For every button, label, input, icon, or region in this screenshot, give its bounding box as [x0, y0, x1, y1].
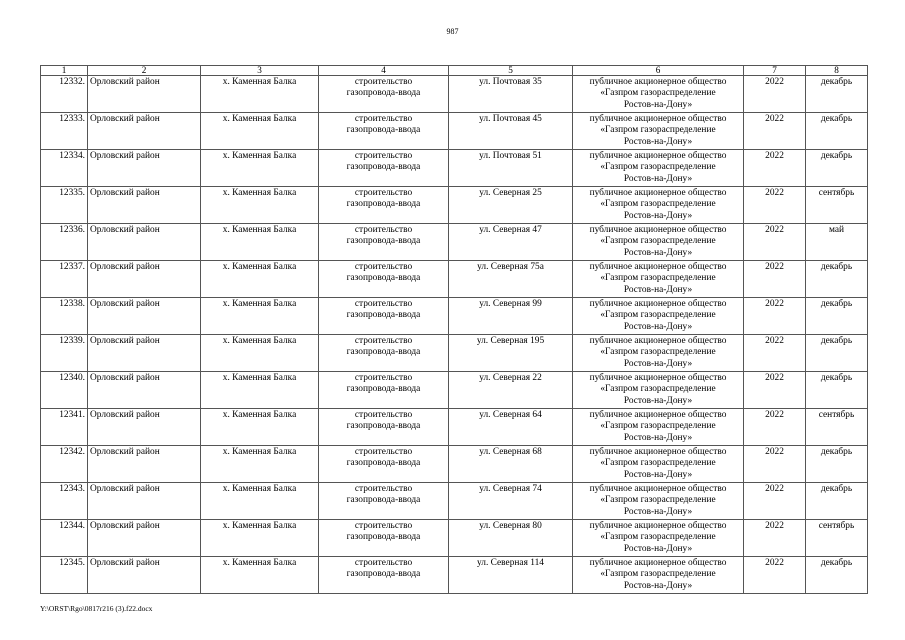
year-cell: 2022: [744, 335, 806, 372]
register-table: [40, 65, 868, 594]
address-cell: ул. Северная 99: [449, 298, 573, 335]
work-line: газопровода-ввода: [346, 162, 421, 173]
org-line: Ростов-на-Дону»: [623, 543, 693, 554]
work-line: газопровода-ввода: [346, 421, 421, 432]
table-row: [41, 224, 868, 261]
organization-cell: [573, 187, 744, 224]
year-cell: 2022: [744, 261, 806, 298]
org-line: публичное акционерное общество: [589, 188, 727, 198]
org-line: «Газпром газораспределение: [600, 162, 716, 173]
row-number-cell: 12334.: [41, 150, 88, 187]
org-line: Ростов-на-Дону»: [623, 284, 693, 295]
address-cell: ул. Северная 25: [449, 187, 573, 224]
district-cell: Орловский район: [88, 261, 201, 298]
organization-cell: [573, 520, 744, 557]
table-row: [41, 76, 868, 113]
org-line: «Газпром газораспределение: [600, 421, 716, 432]
settlement-cell: х. Каменная Балка: [201, 298, 319, 335]
table-row: [41, 261, 868, 298]
address-cell: ул. Северная 80: [449, 520, 573, 557]
row-number-cell: 12343.: [41, 483, 88, 520]
settlement-cell: х. Каменная Балка: [201, 76, 319, 113]
work-line: строительство: [354, 225, 413, 235]
year-cell: 2022: [744, 372, 806, 409]
work-type-cell: [319, 446, 449, 483]
district-cell: Орловский район: [88, 372, 201, 409]
row-number-cell: 12338.: [41, 298, 88, 335]
month-cell: сентябрь: [806, 520, 868, 557]
organization-cell: [573, 409, 744, 446]
work-type-cell: [319, 261, 449, 298]
settlement-cell: х. Каменная Балка: [201, 261, 319, 298]
org-line: «Газпром газораспределение: [600, 532, 716, 543]
address-cell: ул. Северная 22: [449, 372, 573, 409]
month-cell: декабрь: [806, 150, 868, 187]
work-line: строительство: [354, 77, 413, 87]
year-cell: 2022: [744, 187, 806, 224]
organization-cell: [573, 446, 744, 483]
year-cell: 2022: [744, 298, 806, 335]
work-line: строительство: [354, 299, 413, 309]
address-cell: ул. Северная 47: [449, 224, 573, 261]
table-row: [41, 483, 868, 520]
address-cell: ул. Почтовая 51: [449, 150, 573, 187]
org-line: «Газпром газораспределение: [600, 236, 716, 247]
table-row: [41, 520, 868, 557]
work-line: строительство: [354, 410, 413, 420]
settlement-cell: х. Каменная Балка: [201, 224, 319, 261]
row-number-cell: 12332.: [41, 76, 88, 113]
work-type-cell: [319, 335, 449, 372]
work-type-cell: [319, 224, 449, 261]
settlement-cell: х. Каменная Балка: [201, 520, 319, 557]
month-cell: декабрь: [806, 113, 868, 150]
table-row: [41, 557, 868, 594]
address-cell: ул. Северная 75а: [449, 261, 573, 298]
settlement-cell: х. Каменная Балка: [201, 335, 319, 372]
table-row: [41, 187, 868, 224]
settlement-cell: х. Каменная Балка: [201, 372, 319, 409]
org-line: Ростов-на-Дону»: [623, 358, 693, 369]
org-line: Ростов-на-Дону»: [623, 469, 693, 480]
row-number-cell: 12344.: [41, 520, 88, 557]
organization-cell: [573, 372, 744, 409]
work-line: газопровода-ввода: [346, 236, 421, 247]
work-type-cell: [319, 113, 449, 150]
month-cell: декабрь: [806, 372, 868, 409]
district-cell: Орловский район: [88, 520, 201, 557]
org-line: Ростов-на-Дону»: [623, 247, 693, 258]
work-line: строительство: [354, 114, 413, 124]
work-type-cell: [319, 483, 449, 520]
org-line: Ростов-на-Дону»: [623, 99, 693, 110]
year-cell: 2022: [744, 113, 806, 150]
org-line: «Газпром газораспределение: [600, 199, 716, 210]
row-number-cell: 12335.: [41, 187, 88, 224]
work-line: строительство: [354, 484, 413, 494]
work-type-cell: [319, 76, 449, 113]
column-number: 4: [319, 66, 449, 76]
work-type-cell: [319, 557, 449, 594]
organization-cell: [573, 224, 744, 261]
month-cell: сентябрь: [806, 409, 868, 446]
work-type-cell: [319, 187, 449, 224]
table-row: [41, 335, 868, 372]
year-cell: 2022: [744, 557, 806, 594]
row-number-cell: 12339.: [41, 335, 88, 372]
org-line: Ростов-на-Дону»: [623, 395, 693, 406]
work-type-cell: [319, 150, 449, 187]
address-cell: ул. Северная 74: [449, 483, 573, 520]
column-number: 7: [744, 66, 806, 76]
year-cell: 2022: [744, 483, 806, 520]
work-line: газопровода-ввода: [346, 495, 421, 506]
work-line: строительство: [354, 262, 413, 272]
work-line: газопровода-ввода: [346, 273, 421, 284]
district-cell: Орловский район: [88, 113, 201, 150]
district-cell: Орловский район: [88, 557, 201, 594]
settlement-cell: х. Каменная Балка: [201, 557, 319, 594]
column-number: 1: [41, 66, 88, 76]
month-cell: декабрь: [806, 446, 868, 483]
district-cell: Орловский район: [88, 446, 201, 483]
org-line: «Газпром газораспределение: [600, 384, 716, 395]
address-cell: ул. Северная 195: [449, 335, 573, 372]
settlement-cell: х. Каменная Балка: [201, 483, 319, 520]
column-number-row: [41, 66, 868, 76]
settlement-cell: х. Каменная Балка: [201, 446, 319, 483]
organization-cell: [573, 335, 744, 372]
org-line: «Газпром газораспределение: [600, 347, 716, 358]
organization-cell: [573, 261, 744, 298]
work-line: газопровода-ввода: [346, 458, 421, 469]
work-line: газопровода-ввода: [346, 347, 421, 358]
district-cell: Орловский район: [88, 409, 201, 446]
work-line: газопровода-ввода: [346, 88, 421, 99]
district-cell: Орловский район: [88, 150, 201, 187]
work-type-cell: [319, 372, 449, 409]
org-line: Ростов-на-Дону»: [623, 136, 693, 147]
work-line: строительство: [354, 373, 413, 383]
work-type-cell: [319, 409, 449, 446]
organization-cell: [573, 76, 744, 113]
work-line: газопровода-ввода: [346, 569, 421, 580]
org-line: Ростов-на-Дону»: [623, 321, 693, 332]
month-cell: май: [806, 224, 868, 261]
file-path-footer: Y:\ORST\Rgo\0817r216 (3).f22.docx: [40, 604, 153, 613]
org-line: «Газпром газораспределение: [600, 310, 716, 321]
org-line: «Газпром газораспределение: [600, 569, 716, 580]
work-line: газопровода-ввода: [346, 125, 421, 136]
column-number: 2: [88, 66, 201, 76]
row-number-cell: 12345.: [41, 557, 88, 594]
address-cell: ул. Почтовая 35: [449, 76, 573, 113]
row-number-cell: 12337.: [41, 261, 88, 298]
table-row: [41, 150, 868, 187]
org-line: публичное акционерное общество: [589, 484, 727, 494]
year-cell: 2022: [744, 224, 806, 261]
org-line: публичное акционерное общество: [589, 77, 727, 87]
settlement-cell: х. Каменная Балка: [201, 409, 319, 446]
address-cell: ул. Северная 114: [449, 557, 573, 594]
org-line: публичное акционерное общество: [589, 373, 727, 383]
district-cell: Орловский район: [88, 483, 201, 520]
org-line: Ростов-на-Дону»: [623, 210, 693, 221]
org-line: публичное акционерное общество: [589, 299, 727, 309]
org-line: «Газпром газораспределение: [600, 458, 716, 469]
table-row: [41, 409, 868, 446]
work-line: строительство: [354, 336, 413, 346]
month-cell: декабрь: [806, 483, 868, 520]
settlement-cell: х. Каменная Балка: [201, 150, 319, 187]
district-cell: Орловский район: [88, 187, 201, 224]
row-number-cell: 12333.: [41, 113, 88, 150]
column-number: 6: [573, 66, 744, 76]
org-line: публичное акционерное общество: [589, 151, 727, 161]
work-line: газопровода-ввода: [346, 384, 421, 395]
org-line: публичное акционерное общество: [589, 114, 727, 124]
district-cell: Орловский район: [88, 224, 201, 261]
work-type-cell: [319, 520, 449, 557]
org-line: публичное акционерное общество: [589, 447, 727, 457]
row-number-cell: 12340.: [41, 372, 88, 409]
organization-cell: [573, 113, 744, 150]
register-table-body: [41, 66, 868, 594]
org-line: публичное акционерное общество: [589, 558, 727, 568]
work-line: строительство: [354, 151, 413, 161]
organization-cell: [573, 557, 744, 594]
org-line: публичное акционерное общество: [589, 336, 727, 346]
organization-cell: [573, 150, 744, 187]
year-cell: 2022: [744, 446, 806, 483]
org-line: «Газпром газораспределение: [600, 495, 716, 506]
district-cell: Орловский район: [88, 335, 201, 372]
month-cell: декабрь: [806, 76, 868, 113]
work-line: строительство: [354, 521, 413, 531]
organization-cell: [573, 298, 744, 335]
year-cell: 2022: [744, 150, 806, 187]
settlement-cell: х. Каменная Балка: [201, 113, 319, 150]
column-number: 8: [806, 66, 868, 76]
work-line: газопровода-ввода: [346, 310, 421, 321]
org-line: публичное акционерное общество: [589, 262, 727, 272]
page-number: 987: [446, 27, 459, 36]
org-line: Ростов-на-Дону»: [623, 432, 693, 443]
row-number-cell: 12341.: [41, 409, 88, 446]
month-cell: сентябрь: [806, 187, 868, 224]
org-line: «Газпром газораспределение: [600, 125, 716, 136]
year-cell: 2022: [744, 76, 806, 113]
organization-cell: [573, 483, 744, 520]
month-cell: декабрь: [806, 261, 868, 298]
table-row: [41, 372, 868, 409]
column-number: 5: [449, 66, 573, 76]
district-cell: Орловский район: [88, 298, 201, 335]
district-cell: Орловский район: [88, 76, 201, 113]
month-cell: декабрь: [806, 298, 868, 335]
org-line: Ростов-на-Дону»: [623, 580, 693, 591]
work-line: строительство: [354, 558, 413, 568]
org-line: «Газпром газораспределение: [600, 273, 716, 284]
org-line: «Газпром газораспределение: [600, 88, 716, 99]
org-line: Ростов-на-Дону»: [623, 506, 693, 517]
address-cell: ул. Северная 68: [449, 446, 573, 483]
org-line: публичное акционерное общество: [589, 225, 727, 235]
table-row: [41, 298, 868, 335]
year-cell: 2022: [744, 409, 806, 446]
row-number-cell: 12336.: [41, 224, 88, 261]
work-line: строительство: [354, 188, 413, 198]
row-number-cell: 12342.: [41, 446, 88, 483]
org-line: Ростов-на-Дону»: [623, 173, 693, 184]
org-line: публичное акционерное общество: [589, 410, 727, 420]
work-line: строительство: [354, 447, 413, 457]
month-cell: декабрь: [806, 557, 868, 594]
table-row: [41, 113, 868, 150]
address-cell: ул. Северная 64: [449, 409, 573, 446]
month-cell: декабрь: [806, 335, 868, 372]
work-line: газопровода-ввода: [346, 532, 421, 543]
work-line: газопровода-ввода: [346, 199, 421, 210]
settlement-cell: х. Каменная Балка: [201, 187, 319, 224]
address-cell: ул. Почтовая 45: [449, 113, 573, 150]
year-cell: 2022: [744, 520, 806, 557]
org-line: публичное акционерное общество: [589, 521, 727, 531]
table-row: [41, 446, 868, 483]
column-number: 3: [201, 66, 319, 76]
work-type-cell: [319, 298, 449, 335]
